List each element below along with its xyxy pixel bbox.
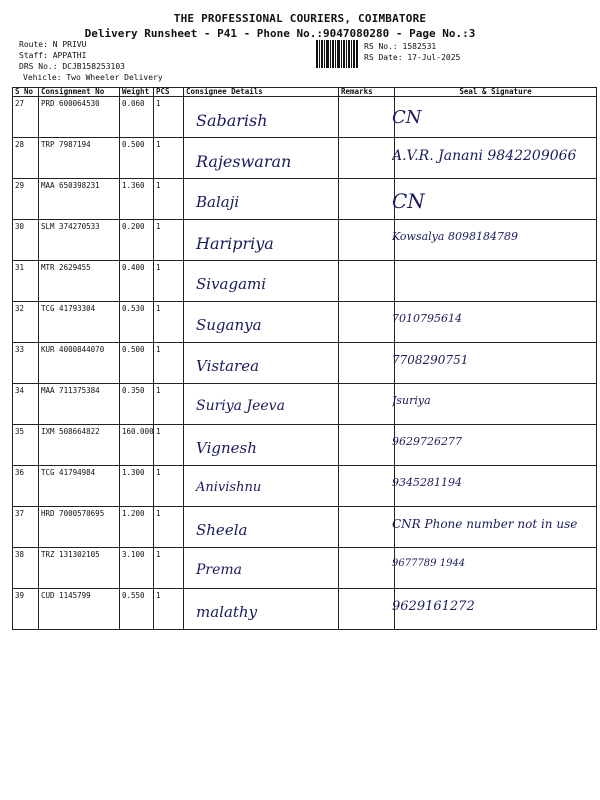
cell-remarks <box>339 589 395 630</box>
table-header-row <box>13 88 597 97</box>
col-consignment: Consignment No <box>39 88 120 97</box>
table-row <box>13 302 597 343</box>
rs-number: RS No.: 1582531 <box>364 42 437 51</box>
company-title: THE PROFESSIONAL COURIERS, COIMBATORE <box>173 12 427 25</box>
cell-cons: TRZ 131302105 <box>39 548 120 589</box>
cell-pcs: 1 <box>154 589 184 630</box>
cell-weight: 0.060 <box>120 97 154 138</box>
vehicle-label: Vehicle: Two Wheeler Delivery <box>23 73 163 82</box>
cell-pcs: 1 <box>154 261 184 302</box>
consignee-name-handwritten: Suriya Jeeva <box>196 398 285 414</box>
runsheet-table <box>12 87 597 630</box>
staff-label: Staff: APPATHI <box>19 51 87 60</box>
cell-pcs: 1 <box>154 302 184 343</box>
consignee-name-handwritten: Prema <box>196 562 243 578</box>
cell-pcs: 1 <box>154 466 184 507</box>
signature-handwritten: Jsuriya <box>392 394 431 407</box>
table-row <box>13 261 597 302</box>
cell-weight: 1.200 <box>120 507 154 548</box>
col-sno: S No <box>13 88 39 97</box>
signature-handwritten: 9677789 1944 <box>392 558 466 569</box>
col-weight: Weight <box>120 88 154 97</box>
route-label: Route: N PRIVU <box>19 40 87 49</box>
cell-weight: 0.500 <box>120 343 154 384</box>
cell-sno: 39 <box>13 589 39 630</box>
cell-remarks <box>339 343 395 384</box>
cell-remarks <box>339 138 395 179</box>
cell-cons: MTR 2629455 <box>39 261 120 302</box>
col-consignee: Consignee Details <box>184 88 339 97</box>
cell-cons: HRD 7000570695 <box>39 507 120 548</box>
table-body <box>13 97 597 630</box>
cell-remarks <box>339 384 395 425</box>
cell-sno: 30 <box>13 220 39 261</box>
cell-weight: 1.360 <box>120 179 154 220</box>
cell-weight: 0.530 <box>120 302 154 343</box>
table-row <box>13 179 597 220</box>
cell-cons: TCG 41793304 <box>39 302 120 343</box>
signature-handwritten: 9345281194 <box>392 476 462 489</box>
consignee-name-handwritten: Sivagami <box>196 275 267 293</box>
cell-weight: 0.400 <box>120 261 154 302</box>
cell-sno: 29 <box>13 179 39 220</box>
table-row <box>13 589 597 630</box>
cell-cons: MAA 650398231 <box>39 179 120 220</box>
cell-pcs: 1 <box>154 97 184 138</box>
cell-weight: 1.300 <box>120 466 154 507</box>
cell-sno: 33 <box>13 343 39 384</box>
cell-cons: IXM 508664822 <box>39 425 120 466</box>
signature-handwritten: 9629161272 <box>392 599 475 614</box>
consignee-name-handwritten: Vignesh <box>196 439 257 457</box>
cell-pcs: 1 <box>154 425 184 466</box>
cell-cons: SLM 374270533 <box>39 220 120 261</box>
drs-number: DRS No.: DCJB158253103 <box>19 62 125 71</box>
cell-remarks <box>339 466 395 507</box>
cell-pcs: 1 <box>154 220 184 261</box>
cell-remarks <box>339 302 395 343</box>
cell-cons: PRD 600064530 <box>39 97 120 138</box>
col-remarks: Remarks <box>339 88 395 97</box>
table-row <box>13 548 597 589</box>
cell-pcs: 1 <box>154 384 184 425</box>
consignee-name-handwritten: Balaji <box>196 193 240 211</box>
cell-sno: 35 <box>13 425 39 466</box>
cell-remarks <box>339 507 395 548</box>
cell-weight: 0.350 <box>120 384 154 425</box>
cell-sno: 34 <box>13 384 39 425</box>
cell-weight: 160.000 <box>120 425 154 466</box>
cell-weight: 0.500 <box>120 138 154 179</box>
signature-handwritten: 7708290751 <box>392 353 469 367</box>
consignee-name-handwritten: Anivishnu <box>196 480 262 495</box>
cell-weight: 0.200 <box>120 220 154 261</box>
cell-weight: 0.550 <box>120 589 154 630</box>
cell-sig <box>395 97 597 138</box>
table-row <box>13 343 597 384</box>
cell-sno: 32 <box>13 302 39 343</box>
cell-remarks <box>339 179 395 220</box>
cell-pcs: 1 <box>154 179 184 220</box>
cell-pcs: 1 <box>154 548 184 589</box>
cell-cons: CUD 1145799 <box>39 589 120 630</box>
cell-remarks <box>339 220 395 261</box>
consignee-name-handwritten: Rajeswaran <box>196 152 292 171</box>
consignee-name-handwritten: Vistarea <box>196 357 260 375</box>
cell-sno: 36 <box>13 466 39 507</box>
cell-sno: 38 <box>13 548 39 589</box>
signature-handwritten: 9629726277 <box>392 435 462 448</box>
cell-remarks <box>339 97 395 138</box>
signature-handwritten: Kowsalya 8098184789 <box>392 230 518 243</box>
cell-sno: 28 <box>13 138 39 179</box>
cell-cons: MAA 711375384 <box>39 384 120 425</box>
cell-weight: 3.100 <box>120 548 154 589</box>
barcode-icon <box>316 40 358 68</box>
signature-handwritten: CNR Phone number not in use <box>392 517 578 531</box>
cell-cons: KUR 4000844070 <box>39 343 120 384</box>
consignee-name-handwritten: Suganya <box>196 316 262 334</box>
signature-handwritten: CN <box>392 107 422 128</box>
table-row <box>13 466 597 507</box>
signature-handwritten: A.V.R. Janani 9842209066 <box>392 148 577 164</box>
cell-sno: 37 <box>13 507 39 548</box>
cell-sno: 27 <box>13 97 39 138</box>
signature-handwritten: CN <box>392 189 425 213</box>
cell-sno: 31 <box>13 261 39 302</box>
cell-cons: TRP 7987194 <box>39 138 120 179</box>
runsheet-title: Delivery Runsheet - P41 - Phone No.:9047080280 - Page No.:3 <box>84 27 476 40</box>
table-row <box>13 97 597 138</box>
cell-sig <box>395 261 597 302</box>
consignee-name-handwritten: Haripriya <box>196 234 274 253</box>
table-row <box>13 425 597 466</box>
col-signature: Seal & Signature <box>395 88 597 97</box>
table-row <box>13 384 597 425</box>
cell-cons: TCG 41794984 <box>39 466 120 507</box>
cell-remarks <box>339 425 395 466</box>
cell-remarks <box>339 548 395 589</box>
consignee-name-handwritten: Sabarish <box>196 111 268 130</box>
cell-remarks <box>339 261 395 302</box>
cell-pcs: 1 <box>154 343 184 384</box>
consignee-name-handwritten: Sheela <box>196 521 248 539</box>
col-pcs: PCS <box>154 88 184 97</box>
rs-date: RS Date: 17-Jul-2025 <box>364 53 461 62</box>
cell-pcs: 1 <box>154 507 184 548</box>
signature-handwritten: 7010795614 <box>392 312 462 325</box>
consignee-name-handwritten: malathy <box>196 603 258 621</box>
cell-pcs: 1 <box>154 138 184 179</box>
